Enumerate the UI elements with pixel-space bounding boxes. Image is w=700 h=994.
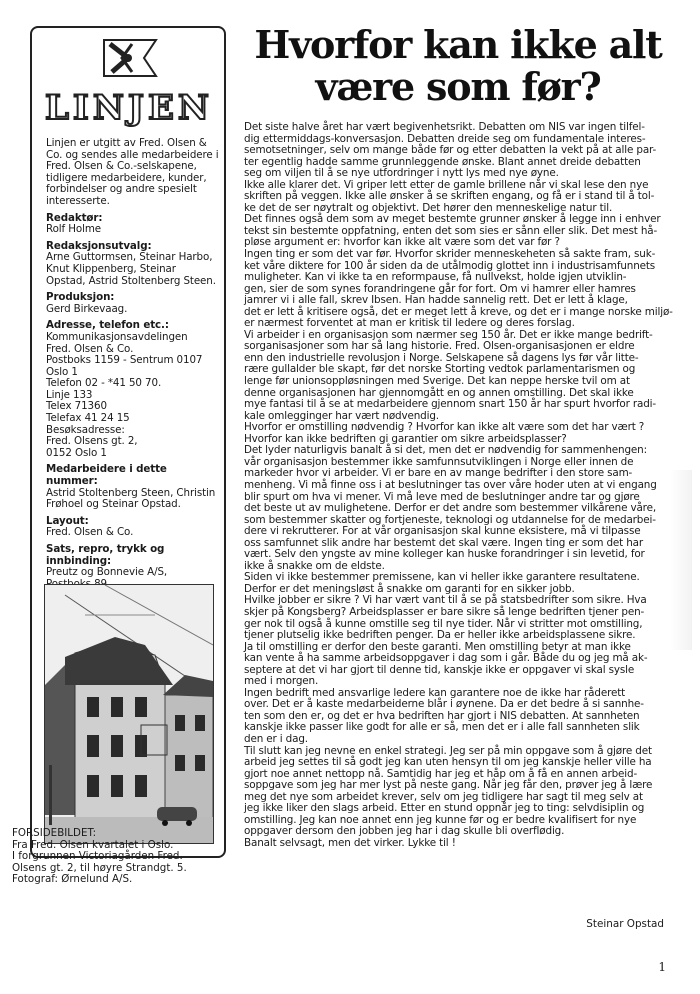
article-line: sorganisasjoner som har så lang historie. Fred. Olsen-organisasjonen er eldre <box>244 340 635 353</box>
article-line: rære gullalder ble skapt, før det norske Storting vedtok parlamentarismen og <box>244 363 636 376</box>
article-line: seg om viljen til å se nye utfordringer i nytt lys med nye øyne. <box>244 167 559 180</box>
article-line: vært. Selv den yngste av mine kolleger kan huske forandringer i sin levetid, for <box>244 548 645 561</box>
masthead-heading: Medarbeidere i dette nummer: <box>46 463 167 488</box>
article-line: muligheter. Kan vi ikke ta en reformpause, få nullvekst, holde igjen utviklin- <box>244 271 627 284</box>
masthead-line: Arne Guttormsen, Steinar Harbo, <box>46 251 213 264</box>
masthead-heading: Adresse, telefon etc.: <box>46 319 169 332</box>
article-line: omstilling. Jeg kan noe annet enn jeg kunne før og er bedre kvalifisert for nye <box>244 813 637 826</box>
article-line: ger nok til også å kunne omstille seg til nye tider. Når vi stritter mot omstilling, <box>244 617 643 630</box>
masthead-line: Linje 133 <box>46 388 93 401</box>
article-line: meg det nye som arbeidet krever, selv om jeg tidligere har sagt til meg selv at <box>244 790 643 803</box>
article-line: ten som den er, og det er hva bedriften har gjort i NIS debatten. At sannheten <box>244 709 640 722</box>
article-line: jamrer vi i alle fall, skrev Ibsen. Han hadde sannelig rett. Det er lett å klage, <box>244 294 628 307</box>
cover-photo <box>44 584 214 844</box>
article-line: ikke å snakke om de eldste. <box>244 559 385 572</box>
article-line: ter egentlig hadde samme grunnleggende ønske. Blant annet dreide debatten <box>244 155 641 168</box>
article-line: det er lett å kritisere også, det er meget lett å kreve, og det er i mange norske miljø- <box>244 305 673 318</box>
article-line: Til slutt kan jeg nevne en enkel strategi. Jeg ser på min oppgave som å gjøre det <box>244 744 652 757</box>
article-line: kan vente å ha samme arbeidsoppgaver i dag som i går. Både du og jeg må ak- <box>244 652 648 665</box>
headline-line: Hvorfor kan ikke alt <box>254 22 662 67</box>
article-line: soppgave som jeg har mer lyst på neste gang. Når jeg får den, prøver jeg å lære <box>244 779 653 792</box>
article-line: tekst sin bestemte oppfatning, enten det som sies er sånn eller slik. Det mest hå- <box>244 224 658 237</box>
article-line: Ja til omstilling er derfor den beste garanti. Men omstilling betyr at man ikke <box>244 640 631 653</box>
masthead-line: Preutz og Bonnevie A/S, <box>46 566 168 579</box>
flag-logo-icon <box>102 36 158 80</box>
article-line: blir spurt om hva vi mener. Vi må leve med de beslutninger andre tar og gjøre <box>244 490 640 503</box>
masthead-heading: Sats, repro, trykk og innbinding: <box>46 543 165 567</box>
caption-line: Olsens gt. 2, til høyre Strandgt. 5. <box>12 861 187 874</box>
masthead-line: Linjen er utgitt av Fred. Olsen & <box>46 137 207 149</box>
article-line: septere at det vi har gjort til denne tid, kanskje ikke er oppgaver vi skal sysle <box>244 663 635 676</box>
article-line: vår organisasjon bestemmer ikke samfunnsutviklingen i Norge eller innen de <box>244 455 634 468</box>
article-line: gen, sier de som synes forandringene går for fort. Om vi hamrer eller hamres <box>244 282 636 295</box>
masthead-line: Fred. Olsens gt. 2, <box>46 435 138 448</box>
masthead-line: Astrid Stoltenberg Steen, Christin <box>46 486 216 499</box>
masthead-line: Fred. Olsen & Co. <box>46 526 134 539</box>
article-line: lenge før unionsoppløsningen med Sverige. Det kan neppe herske tvil om at <box>244 375 630 388</box>
article-line: det beste ut av mulighetene. Derfor er det andre som bestemmer vilkårene våre, <box>244 502 656 515</box>
article-line: dig ettermiddags-konversasjon. Debatten dreide seg om fundamentale interes- <box>244 132 646 145</box>
article-line: ket våre diktere for 100 år siden da de utålmodig glottet inn i industrisamfunnets <box>244 259 656 272</box>
article-headline <box>238 24 678 108</box>
article-line: Vi arbeider i en organisasjon som nærmer seg 150 år. Det er ikke mange bedrift- <box>244 328 653 341</box>
article-line: den er i dag. <box>244 732 308 745</box>
building-illustration <box>45 585 213 843</box>
article-line: oppgaver dersom den jobben jeg har i dag skulle bli overflødig. <box>244 825 565 838</box>
article-line: Hvorfor kan ikke bedriften gi garantier om sikre arbeidsplasser? <box>244 432 567 445</box>
masthead-line: Postboks 1159 - Sentrum 0107 <box>46 354 203 367</box>
article-line: ke det de ser nøytralt og objektivt. Det hører den menneskelige natur til. <box>244 201 613 214</box>
article-line: skriften på veggen. Ikke alle ønsker å se skriften engang, og få er i stand til å tol- <box>244 190 655 203</box>
article-line: tjener plutselig ikke bedriften penger. Da er heller ikke arbeidsplassene sikre. <box>244 629 636 642</box>
page-number: 1 <box>658 960 666 974</box>
masthead-info <box>46 137 219 625</box>
article-line: Ingen ting er som det var før. Hvorfor skrider menneskeheten så sakte fram, suk- <box>244 248 656 261</box>
article-line: Det finnes også dem som av meget bestemte grunner ønsker å legge inn i enhver <box>244 213 661 226</box>
article-line: over. Det er å kaste medarbeiderne blår i øynene. Da er det bedre å si sannhe- <box>244 698 644 711</box>
masthead-line: Gerd Birkevaag. <box>46 302 128 315</box>
article-line: enn den industrielle revolusjon i Norge. Selskapene så dagens lys før vår litte- <box>244 351 639 364</box>
article-line: skjer på Kongsberg? Arbeidsplasser er bare sikre så lenge bedriften tjener pen- <box>244 605 645 618</box>
article-line: pløse argument er: hvorfor kan ikke alt være som det var før ? <box>244 236 560 249</box>
article-line: Siden vi ikke bestemmer premissene, kan vi heller ikke garantere resultatene. <box>244 571 640 584</box>
caption-line: I forgrunnen Victoriagården Fred. <box>12 850 183 863</box>
article-line: markeder hvor vi arbeider. Vi er bare en av mange bedrifter i den store sam- <box>244 467 633 480</box>
article-line: som bestemmer skatter og fortjeneste, teknologi og utdannelse for de medarbei- <box>244 513 656 526</box>
masthead-line: Telefon 02 - *41 50 70. <box>46 377 162 390</box>
article-line: dere vi rekrutterer. For at vår organisasjon skal kunne eksistere, må vi tilpasse <box>244 525 641 538</box>
masthead-line: Rolf Holme <box>46 223 102 236</box>
masthead-line: Besøksadresse: <box>46 423 125 436</box>
masthead-line: Telefax 41 24 15 <box>46 412 130 425</box>
masthead-line: Kommunikasjonsavdelingen <box>46 330 188 343</box>
article-line: denne organisasjonen har gjennomgått en og annen omstilling. Det skal ikke <box>244 386 634 399</box>
masthead-line: Fred. Olsen & Co. <box>46 342 134 355</box>
caption-line: Fra Fred. Olsen kvartalet i Oslo. <box>12 838 174 851</box>
article-line: Banalt selvsagt, men det virker. Lykke til ! <box>244 836 456 849</box>
article-line: Ingen bedrift med ansvarlige ledere kan garantere noe de ikke har råderett <box>244 686 626 699</box>
masthead-line: Oslo 1 <box>46 365 78 378</box>
article-line: Det lyder naturligvis banalt å si det, men det er nødvendig for sammenhengen: <box>244 444 647 457</box>
masthead-line: interesserte. <box>46 194 110 207</box>
article-line: Derfor er det meningsløst å snakke om garanti for en sikker jobb. <box>244 582 575 595</box>
masthead-line: Frøhoel og Steinar Opstad. <box>46 498 181 511</box>
author-signature: Steinar Opstad <box>586 918 664 930</box>
masthead-line: Knut Klippenberg, Steinar <box>46 262 176 275</box>
masthead-box <box>30 26 226 858</box>
article-line: Hvilke jobber er sikre ? Vi har vært vant til å se på statsbedrifter som sikre. Hva <box>244 594 647 607</box>
masthead-heading: Produksjon: <box>46 291 115 304</box>
article-line: mye fantasi til å se at medarbeidere gjennom snart 150 år har spurt hvorfor radi- <box>244 398 657 411</box>
masthead-line: Telex 71360 <box>46 400 107 413</box>
masthead-line: Opstad, Astrid Stoltenberg Steen. <box>46 274 216 287</box>
article-line: er nærmest forventet at man er kritisk til ledere og deres forslag. <box>244 317 575 330</box>
article-line: med i morgen. <box>244 675 319 688</box>
caption-line: Fotograf: Ørnelund A/S. <box>12 873 133 886</box>
masthead-line: 0152 Oslo 1 <box>46 446 107 459</box>
article-line: Hvorfor er omstilling nødvendig ? Hvorfor kan ikke alt være som det har vært ? <box>244 421 645 434</box>
article-line: kanskje ikke passer like godt for alle er så, men det er i alle fall sannheten slik <box>244 721 640 734</box>
article-line: Ikke alle klarer det. Vi griper lett etter de gamle brillene når vi skal lese den nye <box>244 178 649 191</box>
article-line: Det siste halve året har vært begivenhetsrikt. Debatten om NIS var ingen tilfel- <box>244 121 645 133</box>
cover-caption <box>12 828 212 886</box>
article-line: oss samfunnet slik andre har bestemt det skal være. Ingen ting er som det har <box>244 536 644 549</box>
article-line: jeg ikke liker den slags arbeid. Etter en stund oppnår jeg to ting: selvdisiplin og <box>244 802 645 815</box>
article-line: arbeid jeg settes til så godt jeg kan uten hensyn til om jeg kanskje heller ville ha <box>244 756 652 769</box>
article-line: kale omlegginger har vært nødvendig. <box>244 409 439 422</box>
page-edge-shadow <box>670 470 692 650</box>
linjen-wordmark <box>44 86 214 128</box>
wordmark-text: LINJEN <box>45 88 213 128</box>
headline-line: være som før? <box>315 64 601 109</box>
article-line: gjort noe annet nettopp nå. Samtidig har jeg et håp om å få en annen arbeid- <box>244 767 638 780</box>
masthead-line: Fred. Olsen & Co.-selskapene, <box>46 160 197 173</box>
article-line: semotsetninger, selv om mange både før og etter debatten la vekt på at alle par- <box>244 144 657 157</box>
masthead-line: forbindelser og andre spesielt <box>46 183 197 196</box>
masthead-line: Co. og sendes alle medarbeidere i <box>46 148 219 161</box>
masthead-line: tidligere medarbeidere, kunder, <box>46 171 207 184</box>
masthead-heading: Redaktør: <box>46 211 103 224</box>
article-body <box>244 122 676 849</box>
article-line: menheng. Vi må finne oss i at beslutninger tas over våre hoder uten at vi engang <box>244 478 657 491</box>
caption-line: FORSIDEBILDET: <box>12 827 97 839</box>
masthead-heading: Layout: <box>46 514 89 527</box>
masthead-heading: Redaksjonsutvalg: <box>46 239 152 252</box>
